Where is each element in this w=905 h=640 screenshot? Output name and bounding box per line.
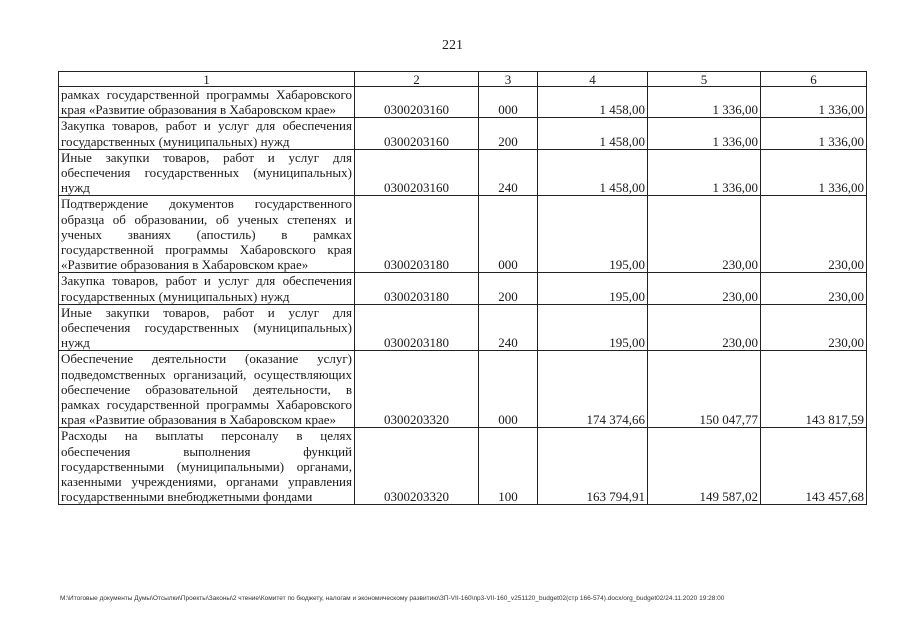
row-target-code: 0300203160	[355, 149, 479, 196]
row-amount-col5: 1 336,00	[648, 118, 761, 149]
row-description: Иные закупки товаров, работ и услуг для обеспечения государственных (муниципальных) нужд	[59, 149, 355, 196]
column-header-1: 1	[59, 72, 355, 87]
table-header-row	[59, 72, 867, 87]
row-amount-col4: 195,00	[538, 273, 648, 304]
column-header-3: 3	[479, 72, 538, 87]
row-target-code: 0300203160	[355, 118, 479, 149]
row-amount-col5: 1 336,00	[648, 149, 761, 196]
row-amount-col6: 1 336,00	[761, 149, 867, 196]
row-amount-col5: 149 587,02	[648, 428, 761, 505]
row-target-code: 0300203320	[355, 428, 479, 505]
row-description: Расходы на выплаты персоналу в целях обеспечения выполнения функций государственными (муниципальными) органами, казенными учреждениями, органами управления государственными внебюджетными фондами	[59, 428, 355, 505]
budget-table	[58, 71, 867, 505]
row-expense-type: 100	[479, 428, 538, 505]
row-amount-col6: 143 817,59	[761, 351, 867, 428]
row-amount-col6: 1 336,00	[761, 118, 867, 149]
row-amount-col6: 230,00	[761, 273, 867, 304]
row-amount-col4: 1 458,00	[538, 149, 648, 196]
column-header-6: 6	[761, 72, 867, 87]
row-description: Обеспечение деятельности (оказание услуг) подведомственных организаций, осуществляющих обеспечение образовательной деятельности, в рамках государственной программы Хабаровского края «Развитие образования в Хабаровском крае»	[59, 351, 355, 428]
table-row	[59, 304, 867, 351]
row-expense-type: 000	[479, 351, 538, 428]
column-header-2: 2	[355, 72, 479, 87]
row-expense-type: 000	[479, 196, 538, 273]
file-path-footer: M:\Итоговые документы Думы\Отсылки\Проекты\Законы\2 чтение\Комитет по бюджету, налогам и экономическому развитию\ЗП-VII-160\пр3-VII-160_v251120_budget02(стр 166-574).docx/org_budget02/24.11.2020 19:28:00	[60, 595, 725, 602]
row-amount-col6: 143 457,68	[761, 428, 867, 505]
column-header-5: 5	[648, 72, 761, 87]
table-row	[59, 273, 867, 304]
row-amount-col5: 230,00	[648, 273, 761, 304]
column-header-4: 4	[538, 72, 648, 87]
row-amount-col6: 230,00	[761, 304, 867, 351]
row-expense-type: 200	[479, 118, 538, 149]
row-description: Закупка товаров, работ и услуг для обеспечения государственных (муниципальных) нужд	[59, 273, 355, 304]
row-amount-col5: 1 336,00	[648, 87, 761, 118]
row-amount-col4: 163 794,91	[538, 428, 648, 505]
table-row	[59, 351, 867, 428]
row-amount-col4: 1 458,00	[538, 87, 648, 118]
row-expense-type: 200	[479, 273, 538, 304]
row-expense-type: 000	[479, 87, 538, 118]
page-number: 221	[442, 38, 463, 53]
row-amount-col5: 150 047,77	[648, 351, 761, 428]
row-description: Закупка товаров, работ и услуг для обеспечения государственных (муниципальных) нужд	[59, 118, 355, 149]
table-row	[59, 196, 867, 273]
row-amount-col4: 1 458,00	[538, 118, 648, 149]
row-amount-col4: 174 374,66	[538, 351, 648, 428]
row-amount-col4: 195,00	[538, 196, 648, 273]
row-description: Иные закупки товаров, работ и услуг для обеспечения государственных (муниципальных) нужд	[59, 304, 355, 351]
table-row	[59, 428, 867, 505]
row-amount-col6: 230,00	[761, 196, 867, 273]
row-amount-col4: 195,00	[538, 304, 648, 351]
row-amount-col5: 230,00	[648, 196, 761, 273]
row-target-code: 0300203160	[355, 87, 479, 118]
row-target-code: 0300203320	[355, 351, 479, 428]
table-row	[59, 149, 867, 196]
row-amount-col5: 230,00	[648, 304, 761, 351]
row-description: рамках государственной программы Хабаровского края «Развитие образования в Хабаровском крае»	[59, 87, 355, 118]
row-expense-type: 240	[479, 149, 538, 196]
row-expense-type: 240	[479, 304, 538, 351]
row-target-code: 0300203180	[355, 196, 479, 273]
row-description: Подтверждение документов государственного образца об образовании, об ученых степенях и ученых званиях (апостиль) в рамках государственной программы Хабаровского края «Развитие образования в Хабаровском крае»	[59, 196, 355, 273]
table-row	[59, 118, 867, 149]
row-target-code: 0300203180	[355, 304, 479, 351]
row-amount-col6: 1 336,00	[761, 87, 867, 118]
row-target-code: 0300203180	[355, 273, 479, 304]
table-row	[59, 87, 867, 118]
